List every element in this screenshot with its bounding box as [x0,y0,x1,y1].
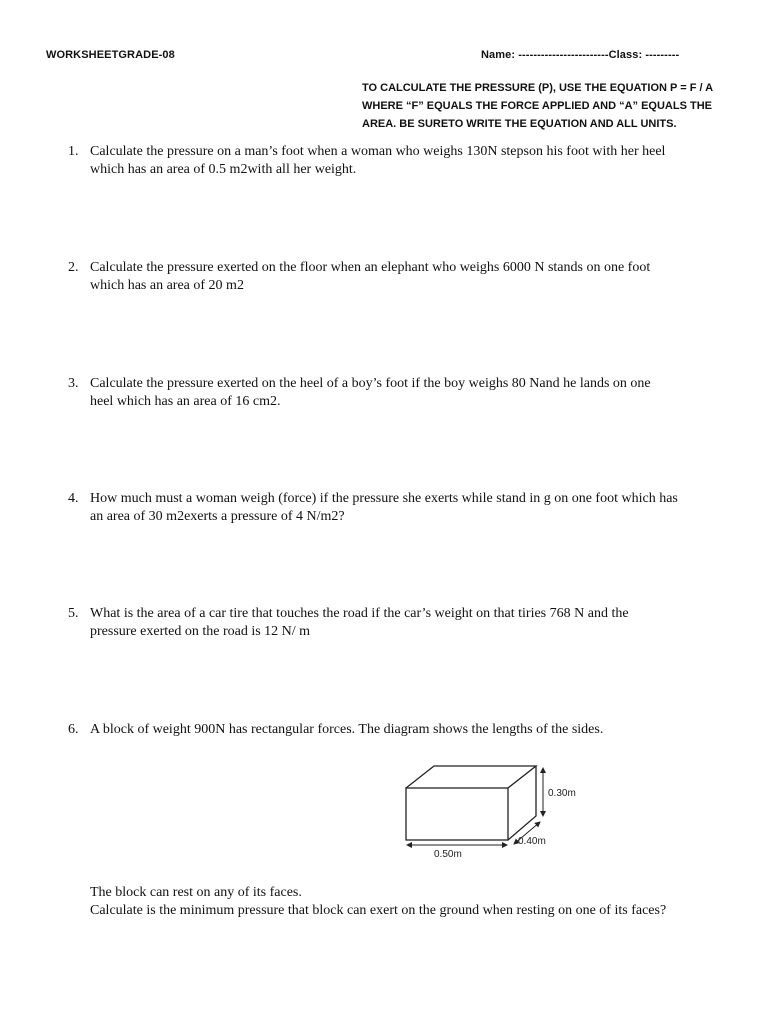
question-text: pressure exerted on the road is 12 N/ m [90,624,311,639]
question-number: 1. [68,144,79,159]
instructions [362,79,742,133]
question-number: 3. [68,376,79,391]
question-6-continuation [90,884,666,920]
tail-text: The block can rest on any of its faces. [90,885,302,900]
tail-text: Calculate is the minimum pressure that block can exert on the ground when resting on one of its faces? [90,903,667,918]
question-text: Calculate the pressure exerted on the heel of a boy’s foot if the boy weighs 80 Nand he lands on one [90,376,651,391]
question-text: How much must a woman weigh (force) if the pressure she exerts while stand in g on one foot which has [90,491,678,506]
question-text: which has an area of 20 m2 [90,278,244,293]
question-text: an area of 30 m2exerts a pressure of 4 N/m2? [90,509,345,524]
worksheet-grade-label: WORKSHEETGRADE-08 [46,49,175,61]
instruction-line: TO CALCULATE THE PRESSURE (P), USE THE EQUATION P = F / A [362,82,714,94]
instruction-line: WHERE “F” EQUALS THE FORCE APPLIED AND “A” EQUALS THE [362,100,712,112]
question-number: 2. [68,260,79,275]
question-number: 6. [68,722,79,737]
width-label: 0.50m [434,849,462,860]
question-text: Calculate the pressure exerted on the floor when an elephant who weighs 6000 N stands on one foot [90,260,651,275]
depth-label: 0.40m [518,836,546,847]
name-class-field: Name: ------------------------Class: --------- [481,49,680,61]
question-number: 5. [68,606,79,621]
question-text: heel which has an area of 16 cm2. [90,394,281,409]
instruction-line: AREA. BE SURETO WRITE THE EQUATION AND ALL UNITS. [362,118,677,130]
cuboid-shape [406,766,536,840]
question-text: A block of weight 900N has rectangular forces. The diagram shows the lengths of the sides. [90,722,604,737]
block-diagram [398,758,588,863]
question-text: What is the area of a car tire that touches the road if the car’s weight on that tiries 768 N and the [90,606,629,621]
height-label: 0.30m [548,788,576,799]
question-number: 4. [68,491,79,506]
question-text: which has an area of 0.5 m2with all her weight. [90,162,357,177]
question-text: Calculate the pressure on a man’s foot when a woman who weighs 130N stepson his foot with her heel [90,144,666,159]
